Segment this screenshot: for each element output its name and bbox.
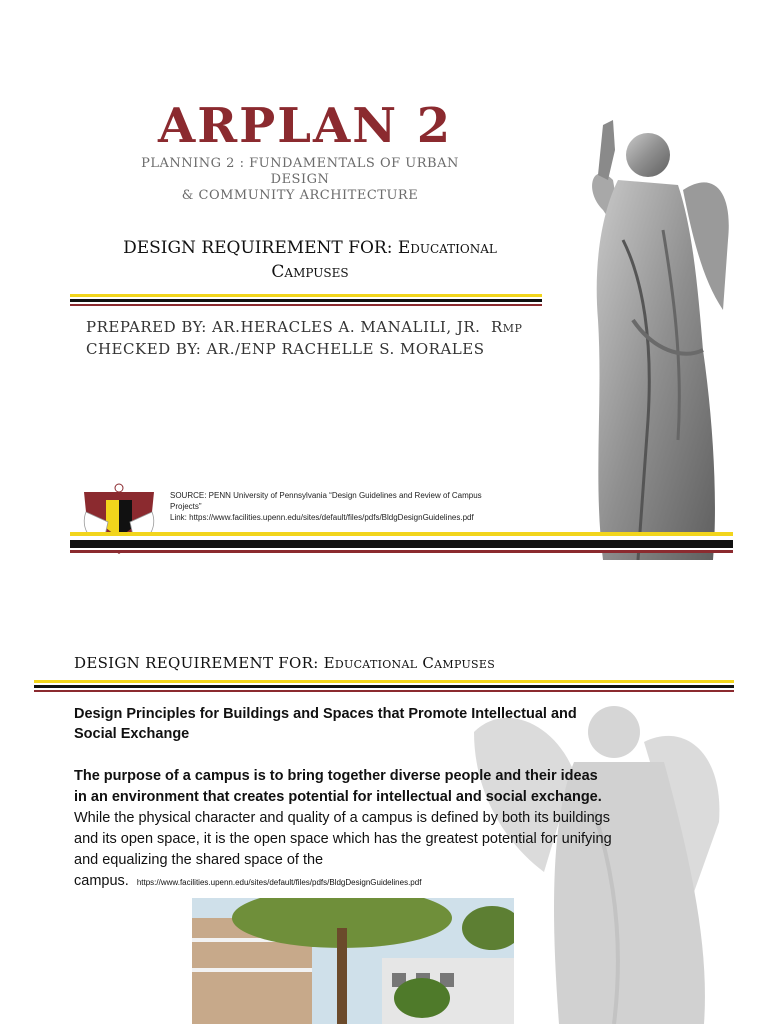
source-citation: [170, 490, 550, 523]
course-title: ARPLAN 2: [158, 98, 453, 154]
design-prefix: DESIGN REQUIREMENT FOR:: [123, 238, 398, 258]
slide-2-title: [74, 654, 495, 672]
design-requirement-title: [70, 236, 550, 284]
slide-2-title-prefix: DESIGN REQUIREMENT FOR:: [74, 654, 324, 672]
angel-statue-image: [563, 120, 733, 560]
paragraph-body: While the physical character and quality of a campus is defined by both its buildings and its open space, it is the open space which has the greatest potential for unifying and equalizing the shared space of the campus.: [74, 810, 612, 889]
reference-link[interactable]: https://www.facilities.upenn.edu/sites/default/files/pdfs/BldgDesignGuidelines.pdf: [136, 878, 422, 887]
source-link[interactable]: Link: https://www.facilities.upenn.edu/sites/default/files/pdfs/BldgDesignGuidelines.pdf: [170, 513, 474, 522]
subtitle-line-1: PLANNING 2 : FUNDAMENTALS OF URBAN DESIGN: [141, 156, 459, 187]
prepared-by: PREPARED BY: AR.HERACLES A. MANALILI, JR.: [86, 318, 481, 336]
campus-photo: [192, 898, 514, 1024]
source-line-1: SOURCE: PENN University of Pennsylvania “Design Guidelines and Review of Campus: [170, 491, 482, 500]
divider-stripes-top: [70, 294, 542, 306]
credits: [86, 316, 522, 360]
design-topic-line-1: Educational: [397, 238, 497, 258]
title-slide: [70, 80, 733, 560]
paragraph-bold-lead: The purpose of a campus is to bring together diverse people and their ideas in an environment that creates potential for intellectual and social exchange.: [74, 768, 602, 805]
checked-by: CHECKED BY: AR./ENP RACHELLE S. MORALES: [86, 340, 485, 358]
divider-stripes-slide2: [34, 680, 734, 692]
source-line-2: Projects”: [170, 502, 202, 511]
course-subtitle: [110, 156, 490, 204]
principles-paragraph: [74, 766, 614, 893]
design-topic-line-2: Campuses: [271, 262, 349, 282]
principles-heading: Design Principles for Buildings and Spaces that Promote Intellectual and Social Exchange: [74, 706, 577, 742]
subtitle-line-2: & COMMUNITY ARCHITECTURE: [181, 188, 419, 203]
prepared-suffix: Rmp: [491, 318, 523, 336]
slide-2-title-topic: Educational Campuses: [323, 654, 496, 672]
divider-stripes-bottom: [70, 532, 733, 553]
content-slide: [34, 632, 734, 1024]
